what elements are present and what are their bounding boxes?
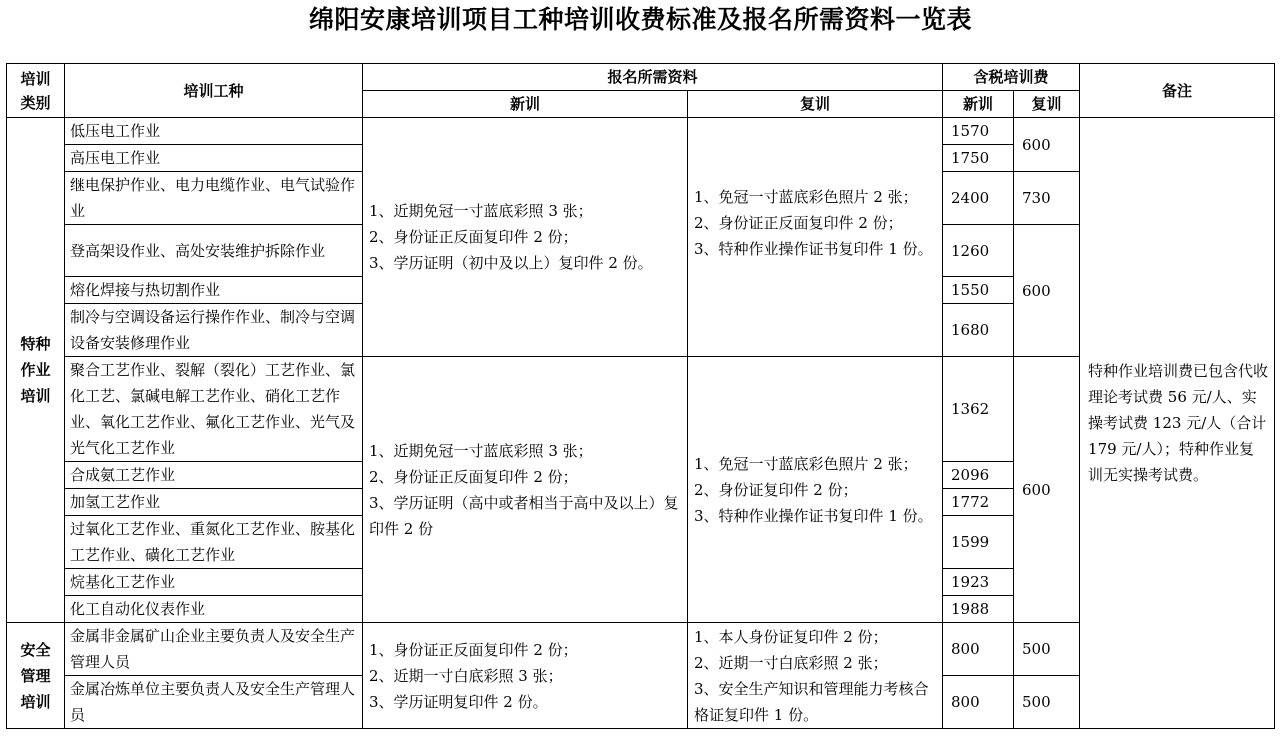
material-line: 2、身份证正反面复印件 2 份； <box>694 214 903 232</box>
material-line: 1、本人身份证复印件 2 份； <box>694 627 888 646</box>
fee-new-cell: 1599 <box>943 516 1014 569</box>
job-cell: 金属非金属矿山企业主要负责人及安全生产管理人员 <box>65 623 363 676</box>
header-new-training: 新训 <box>363 91 688 118</box>
material-line: 1、免冠一寸蓝底彩色照片 2 张； <box>694 454 918 473</box>
material-line: 3、学历证明（初中及以上）复印件 2 份。 <box>369 254 653 272</box>
materials-re-group2 <box>688 357 943 623</box>
material-line: 3、学历证明（高中或者相当于高中及以上）复印件 2 份 <box>369 493 679 538</box>
fee-new-cell: 1923 <box>943 569 1014 596</box>
materials-re-group3 <box>688 623 943 729</box>
material-line: 3、特种作业操作证书复印件 1 份。 <box>694 506 933 525</box>
job-cell: 熔化焊接与热切割作业 <box>65 277 363 304</box>
fee-new-cell: 2096 <box>943 462 1014 489</box>
fee-re-cell: 500 <box>1014 676 1080 729</box>
job-cell: 过氧化工艺作业、重氮化工艺作业、胺基化工艺作业、磺化工艺作业 <box>65 516 363 569</box>
header-category-line: 培训 <box>20 69 51 88</box>
header-category <box>7 64 65 118</box>
category-safety <box>7 623 65 729</box>
materials-re-group1 <box>688 118 943 357</box>
fee-re-cell: 600 <box>1014 357 1080 623</box>
header-re-training: 复训 <box>688 91 943 118</box>
material-line: 2、身份证正反面复印件 2 份； <box>369 467 578 486</box>
job-cell: 继电保护作业、电力电缆作业、电气试验作业 <box>65 172 363 225</box>
page-title: 绵阳安康培训项目工种培训收费标准及报名所需资料一览表 <box>308 5 972 34</box>
fee-new-cell: 1772 <box>943 489 1014 516</box>
fee-new-cell: 800 <box>943 676 1014 729</box>
materials-new-group3 <box>363 623 688 729</box>
fee-new-cell: 1988 <box>943 596 1014 623</box>
category-line: 作业 <box>20 361 51 379</box>
material-line: 2、近期一寸白底彩照 2 张； <box>694 653 888 672</box>
fee-new-cell: 800 <box>943 623 1014 676</box>
material-line: 3、特种作业操作证书复印件 1 份。 <box>694 240 933 258</box>
category-special <box>7 118 65 623</box>
header-fee-re: 复训 <box>1014 91 1080 118</box>
fee-re-cell: 600 <box>1014 118 1080 172</box>
job-cell: 化工自动化仪表作业 <box>65 596 363 623</box>
job-cell: 烷基化工艺作业 <box>65 569 363 596</box>
fee-new-cell: 1362 <box>943 357 1014 462</box>
header-fee-new: 新训 <box>943 91 1014 118</box>
fee-new-cell: 1750 <box>943 145 1014 172</box>
material-line: 3、安全生产知识和管理能力考核合格证复印件 1 份。 <box>694 679 929 724</box>
material-line: 1、身份证正反面复印件 2 份； <box>369 640 578 659</box>
material-line: 3、学历证明复印件 2 份。 <box>369 692 548 711</box>
category-line: 培训 <box>20 387 51 405</box>
job-cell: 低压电工作业 <box>65 118 363 145</box>
table-row <box>7 118 1275 145</box>
header-job: 培训工种 <box>65 64 363 118</box>
fee-re-cell: 600 <box>1014 225 1080 357</box>
category-line: 培训 <box>20 692 51 711</box>
header-note: 备注 <box>1080 64 1275 118</box>
fee-new-cell: 1680 <box>943 304 1014 357</box>
fee-new-cell: 1260 <box>943 225 1014 277</box>
material-line: 2、身份证复印件 2 份； <box>694 480 858 499</box>
category-line: 特种 <box>20 335 51 353</box>
fee-new-cell: 1550 <box>943 277 1014 304</box>
material-line: 2、近期一寸白底彩照 3 张； <box>369 666 563 685</box>
header-materials: 报名所需资料 <box>363 64 943 91</box>
materials-new-group1 <box>363 118 688 357</box>
job-cell: 合成氨工艺作业 <box>65 462 363 489</box>
job-cell: 加氢工艺作业 <box>65 489 363 516</box>
job-cell: 高压电工作业 <box>65 145 363 172</box>
job-cell: 登高架设作业、高处安装维护拆除作业 <box>65 225 363 277</box>
job-cell: 聚合工艺作业、裂解（裂化）工艺作业、氯化工艺、氯碱电解工艺作业、硝化工艺作业、氧化工艺作业、氟化工艺作业、光气及光气化工艺作业 <box>65 357 363 462</box>
fee-table <box>6 63 1275 729</box>
material-line: 2、身份证正反面复印件 2 份； <box>369 228 578 246</box>
job-cell: 金属冶炼单位主要负责人及安全生产管理人员 <box>65 676 363 729</box>
category-line: 安全 <box>20 640 51 659</box>
material-line: 1、近期免冠一寸蓝底彩照 3 张； <box>369 441 593 460</box>
job-cell: 制冷与空调设备运行操作作业、制冷与空调设备安装修理作业 <box>65 304 363 357</box>
material-line: 1、免冠一寸蓝底彩色照片 2 张； <box>694 188 918 206</box>
fee-new-cell: 2400 <box>943 172 1014 225</box>
header-category-line: 类别 <box>20 93 51 112</box>
material-line: 1、近期免冠一寸蓝底彩照 3 张； <box>369 202 593 220</box>
header-fee: 含税培训费 <box>943 64 1080 91</box>
materials-new-group2 <box>363 357 688 623</box>
fee-re-cell: 500 <box>1014 623 1080 676</box>
note-cell: 特种作业培训费已包含代收理论考试费 56 元/人、实操考试费 123 元/人（合计 179 元/人）；特种作业复训无实操考试费。 <box>1080 118 1275 729</box>
fee-new-cell: 1570 <box>943 118 1014 145</box>
category-line: 管理 <box>20 666 51 685</box>
fee-re-cell: 730 <box>1014 172 1080 225</box>
